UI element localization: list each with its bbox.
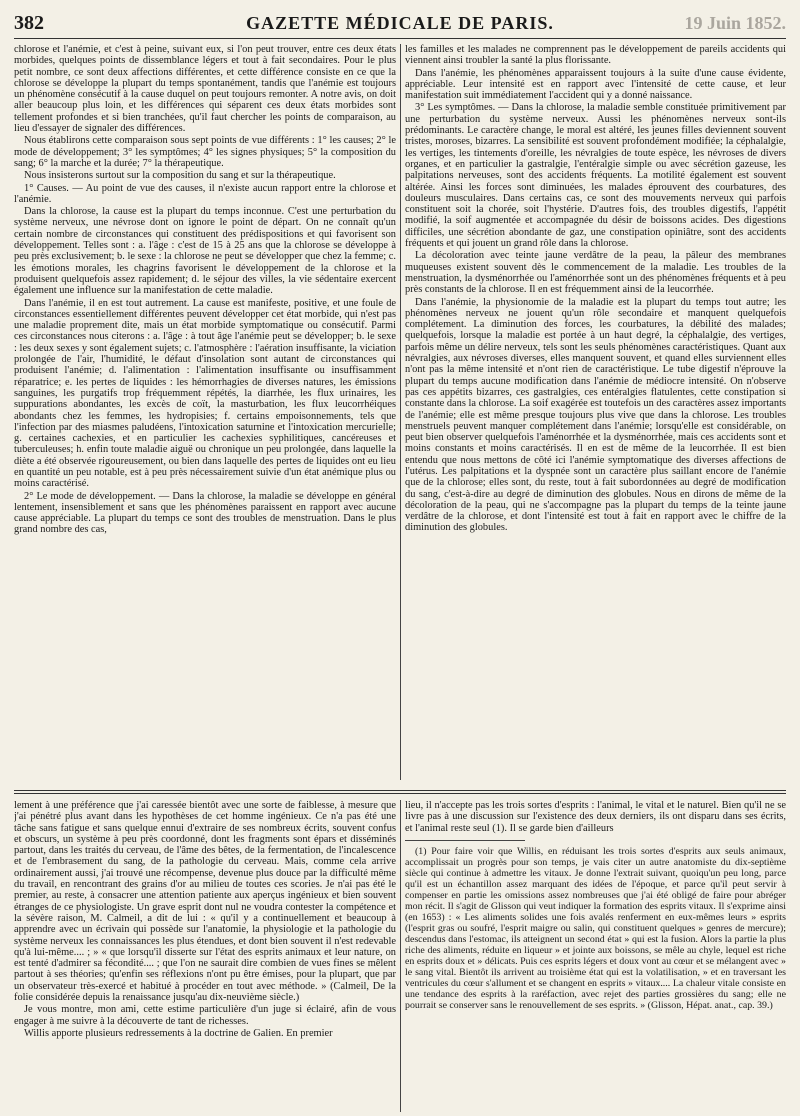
- paragraph: lement à une préférence que j'ai caressée bientôt avec une sorte de faiblesse, à mesure que j'ai pénétré plus avant dans les hypothèses de cet homme ingénieux. Ce n'a pas été une tâche sans fatigue et sans quelque ennui d'extraire de ses nombreux écrits, souvent confus et obscurs, un système à peu près coordonné, dont les fragments sont épars et disséminés partout, dans les traités du cerveau, de l'âme des bêtes, de la fermentation, de l'incalescence et de l'embrasement du sang, de la pathologie du cerveau. Mais, comme cela arrive ordinairement aussi, j'ai trouvé une récompense, devenue plus douce par la difficulté même du travail, en rencontrant des grains d'or au milieu de toutes ces scories. Je n'ai pas été le premier, au reste, à consacrer une attention patiente aux aperçus ingénieux et bien souvent étranges de ce physiologiste. Un grave esprit dont nul ne voudra contester la compétence et la sévère raison, M. Calmeil, a dit de lui : « qu'il y a continuellement et beaucoup à apprendre avec un écrivain qui possède sur l'anatomie, la physiologie et la pathologie du système nerveux les connaissances les plus étendues, et dont bien souvent il n'est redevable qu'à lui-même.... ; » « que lorsqu'il disserte sur l'état des esprits animaux et leur nature, on est tenté d'admirer sa fécondité.... ; que l'on ne saurait dire combien de vues fines se mêlent partout à ses théories; qu'enfin ses réflexions n'ont pu être émises, pour la plupart, que par un observateur très-exercé et habitué à procéder en tout avec méthode. » (Calmeil, De la folie considérée depuis la renaissance jusqu'au dix-neuvième siècle.): [14, 800, 396, 1004]
- article-column-left: [14, 44, 396, 780]
- feuilleton-separator-double: [14, 793, 786, 794]
- paragraph: Je vous montre, mon ami, cette estime particulière d'un juge si éclairé, afin de vous engager à me suivre à la découverte de tant de richesses.: [14, 1004, 396, 1027]
- header-rule: [14, 38, 786, 39]
- issue-date: 19 Juin 1852.: [684, 13, 786, 33]
- article-column-right: [405, 44, 786, 780]
- section-heading-symptoms: 3° Les symptômes. — Dans la chlorose, la maladie semble constituée primitivement par une perturbation du système nerveux. Aussi les phénomènes nerveux sont-ils prédominants. Le caractère change, le moral est altéré, les jeunes filles deviennent souvent tristes, moroses, bizarres. La sensibilité est souvent profondément modifiée; la céphalalgie, les vertiges, les tintements d'oreille, les névralgies de toute espèce, les névroses de divers organes, et en particulier la gastralgie, l'entéralgie simple ou avec sécrétion gazeuse, les palpitations nerveuses, sont des accidents fréquents. La motilité également est souvent altérée. Ainsi les forces sont diminuées, les malades éprouvent des courbatures, des douleurs musculaires. Dans certains cas, ce sont des mouvements nerveux qui parfois constituent soit la chorée, soit l'hystérie. D'autres fois, des troubles digestifs, l'appétit modifié, la soif augmentée et accompagnée du désir de boissons acides. Des digestions difficiles, une sécrétion abondante de gaz, une constipation opiniâtre, sont des accidents fréquents et qui jouent un grand rôle dans la chlorose.: [405, 102, 786, 250]
- paragraph: Dans l'anémie, il en est tout autrement. La cause est manifeste, positive, et une foule de circonstances essentiellement différentes peuvent développer cet état morbide, qui n'est pas une maladie proprement dite, mais un état morbide symptomatique ou consécutif. Parmi ces circonstances nous citerons : a. l'âge : à tout âge l'anémie peut se développer; b. le sexe : les deux sexes y sont également sujets; c. l'atmosphère : l'aération insuffisante, la viciation prolongée de l'air, l'humidité, le défaut d'insolation sont autant de circonstances qui produisent l'anémie; d. l'alimentation : l'alimentation insuffisante ou insuffisamment réparatrice; e. les pertes de liquides : les hémorrhagies de diverses natures, les émissions sanguines, les purgatifs trop fréquemment répétés, la diarrhée, les flux urinaires, les suppurations abondantes, les excès de coït, la masturbation, les flux leucorrhéiques abondants chez les femmes, les hydropisies; f. certains empoisonnements, tels que l'infection par des miasmes paludéens, l'intoxication saturnine et l'intoxication mercurielle; g. certaines cachexies, et en particulier les cachexies syphilitiques, cancéreuses et tuberculeuses; h. enfin toute maladie aiguë ou chronique un peu prolongée, dans laquelle la diète a été observée rigoureusement, ou bien dans laquelle des pertes de liquides ont eu lieu en quantité un peu notable, est à peu près nécessairement suivie d'un état anémique plus ou moins caractérisé.: [14, 297, 396, 490]
- paragraph: Dans la chlorose, la cause est la plupart du temps inconnue. C'est une perturbation du système nerveux, une névrose dont on ignore le point de départ. On ne connaît qu'un certain nombre de circonstances qui constituent des prédispositions et qui favorisent son développement. Telles sont : a. l'âge : c'est de 15 à 25 ans que la chlorose se développe à peu près exclusivement; b. le sexe : la chlorose ne peut se développer que chez la femme; c. les émotions morales, les chagrins favorisent le développement de la chlorose et la produisent quelquefois assez rapidement; d. le séjour des villes, la vie sédentaire exercent également une influence sur la manifestation de cette maladie.: [14, 206, 396, 297]
- paragraph: Willis apporte plusieurs redressements à la doctrine de Galien. En premier: [24, 1027, 333, 1039]
- column-divider: [400, 44, 401, 780]
- footnote-rule: [405, 840, 525, 841]
- section-heading-development: 2° Le mode de développement. — Dans la chlorose, la maladie se développe en général lentement, insensiblement et sans que les phénomènes paraissent en rapport avec aucune cause appréciable. La plupart du temps ce sont des troubles de menstruation. Dans le plus grand nombre des cas,: [14, 490, 396, 536]
- section-heading-causes: 1° Causes. — Au point de vue des causes, il n'existe aucun rapport entre la chlorose et l'anémie.: [14, 182, 396, 205]
- footnote: (1) Pour faire voir que Willis, en réduisant les trois sortes d'esprits aux seuls animaux, accomplissait un progrès pour son temps, je vais citer un autre anatomiste du dix-septième siècle qui continue à admettre les vitaux. Je donne l'extrait suivant, quoiqu'un peu long, parce qu'il est un échantillon assez marquant des idées de l'époque, et parce qu'il peut servir à compenser en partie les omissions assez nombreuses que j'ai été obligé de faire pour abréger mon récit. Il s'agit de Glisson qui veut indiquer la formation des esprits vitaux. Il s'exprime ainsi (en 1653) : « Les aliments solides une fois avalés renferment en eux-mêmes leurs » esprits (l'esprit gras ou soufré, l'esprit maigre ou salin, qui constituent quelques » genres de mercure); descendus dans l'estomac, ils atteignent un second état » qui est la fusion. Alors la partie la plus riche des aliments, réduite en liqueur » et jointe aux boissons, se mêle au chyle, lequel est riche en esprits doux et » délicats. Puis ces esprits légers et doux vont au cœur et se mélangent avec » le sang vital. Bientôt ils arrivent au troisième état qui est la volatilisation, » et en traversant les ventricules du cœur s'allument et se changent en esprits » vitaux.... La chaleur vitale consiste en une tendance des esprits à la raréfaction, avec rejet des parties grossières du sang; elle ne pourrait se conserver sans le renouvellement de ses esprits. » (Glisson, Hépat. anat., cap. 39.): [405, 845, 786, 1011]
- paragraph: Nous insisterons surtout sur la composition du sang et sur la thérapeutique.: [24, 170, 336, 182]
- page-header: [14, 10, 786, 36]
- paragraph: lieu, il n'accepte pas les trois sortes d'esprits : l'animal, le vital et le naturel. Bien qu'il ne se livre pas à une discussion sur l'existence des deux derniers, ils ont disparu dans ses écrits, et l'animal reste seul (1). Il se garde bien d'ailleurs: [405, 800, 786, 834]
- journal-title: GAZETTE MÉDICALE DE PARIS.: [246, 13, 554, 33]
- page-number: 382: [14, 12, 44, 34]
- column-divider-bottom: [400, 800, 401, 1112]
- paragraph: Dans l'anémie, les phénomènes apparaissent toujours à la suite d'une cause évidente, appréciable. Leur intensité est en rapport avec l'intensité de cette cause, et leur manifestation suit immédiatement l'accident qui y a donné naissance.: [405, 67, 786, 102]
- feuilleton-column-right: [405, 800, 786, 1112]
- paragraph: chlorose et l'anémie, et c'est à peine, suivant eux, si l'on peut trouver, entre ces deux états morbides, quelques points de dissemblance légers et tout à fait secondaires. Pour le plus petit nombre, ce sont deux affections différentes, et cette différence consiste en ce que la chlorose se développe la plupart du temps spontanément, tandis que l'anémie est toujours un phénomène consécutif à la cause duquel on peut toujours remonter. A notre avis, on doit aller beaucoup plus loin, et les différences qui séparent ces deux états morbides sont tellement profondes et si bien tranchées, qu'il faut chercher les points de comparaison, au lieu d'essayer de signaler des différences.: [14, 44, 396, 135]
- paragraph: Nous établirons cette comparaison sous sept points de vue différents : 1° les causes; 2° le mode de développement; 3° les symptômes; 4° les signes physiques; 5° la composition du sang; 6° la marche et la durée; 7° la thérapeutique.: [14, 135, 396, 169]
- paragraph: La décoloration avec teinte jaune verdâtre de la peau, la pâleur des membranes muqueuses existent souvent dès le commencement de la maladie. Les troubles de la menstruation, la dysménorrhée ou l'aménorrhée sont un des phénomènes fréquents et à peu près constants de la chlorose. Il en est fréquemment ainsi de la leucorrhée.: [405, 250, 786, 296]
- paragraph: les familles et les malades ne comprennent pas le développement de pareils accidents qui viennent ainsi troubler la santé la plus florissante.: [405, 44, 786, 67]
- paragraph: Dans l'anémie, la physionomie de la maladie est la plupart du temps tout autre; les phénomènes nerveux ne jouent qu'un rôle secondaire et manquent quelquefois complétement. La diminution des forces, les courbatures, la débilité des malades; quelquefois, lorsque la maladie est portée à un haut degré, la céphalalgie, des vertiges, parfois même un délire nerveux, tels sont les seuls phénomènes caractéristiques. Quant aux névralgies, aux névroses diverses, elles manquent souvent, et quand elles surviennent elles n'ont pas la même intensité et n'ont rien de caractéristique. Le tube digestif n'éprouve la plupart du temps aucune modification dans l'anémie de médiocre intensité. On n'observe pas ces appétits bizarres, ces gastralgies, ces entéralgies flatulentes, cette constipation si constante dans la chlorose. La soif exagérée est toutefois un des caractères assez importants de l'anémie; elle est même presque toujours plus vive que dans la chlorose. Les troubles menstruels peuvent manquer complétement dans l'anémie; lorsqu'elle est considérable, on peut bien observer quelquefois l'aménorrhée et la dysménorrhée, mais ces accidents sont et moins constants et moins caractérisés. Il en est de même de la leucorrhée. Il est bien entendu que nous mettons de côté ici l'anémie symptomatique des diverses affections de l'utérus. Les palpitations et la dyspnée sont un caractère plus saillant encore de l'anémie que de la chlorose; elles sont, du reste, tout à fait subordonnées au degré de modification du sang, c'est-à-dire au degré de diminution des globules. Nous en dirons de même de la décoloration de la peau, qui ne s'accompagne pas la plupart du temps de la teinte jaune verdâtre de la chlorose, et dont l'intensité est tout à fait en rapport avec le chiffre de la diminution des globules.: [405, 296, 786, 534]
- feuilleton-separator: [14, 790, 786, 791]
- feuilleton-column-left: [14, 800, 396, 1112]
